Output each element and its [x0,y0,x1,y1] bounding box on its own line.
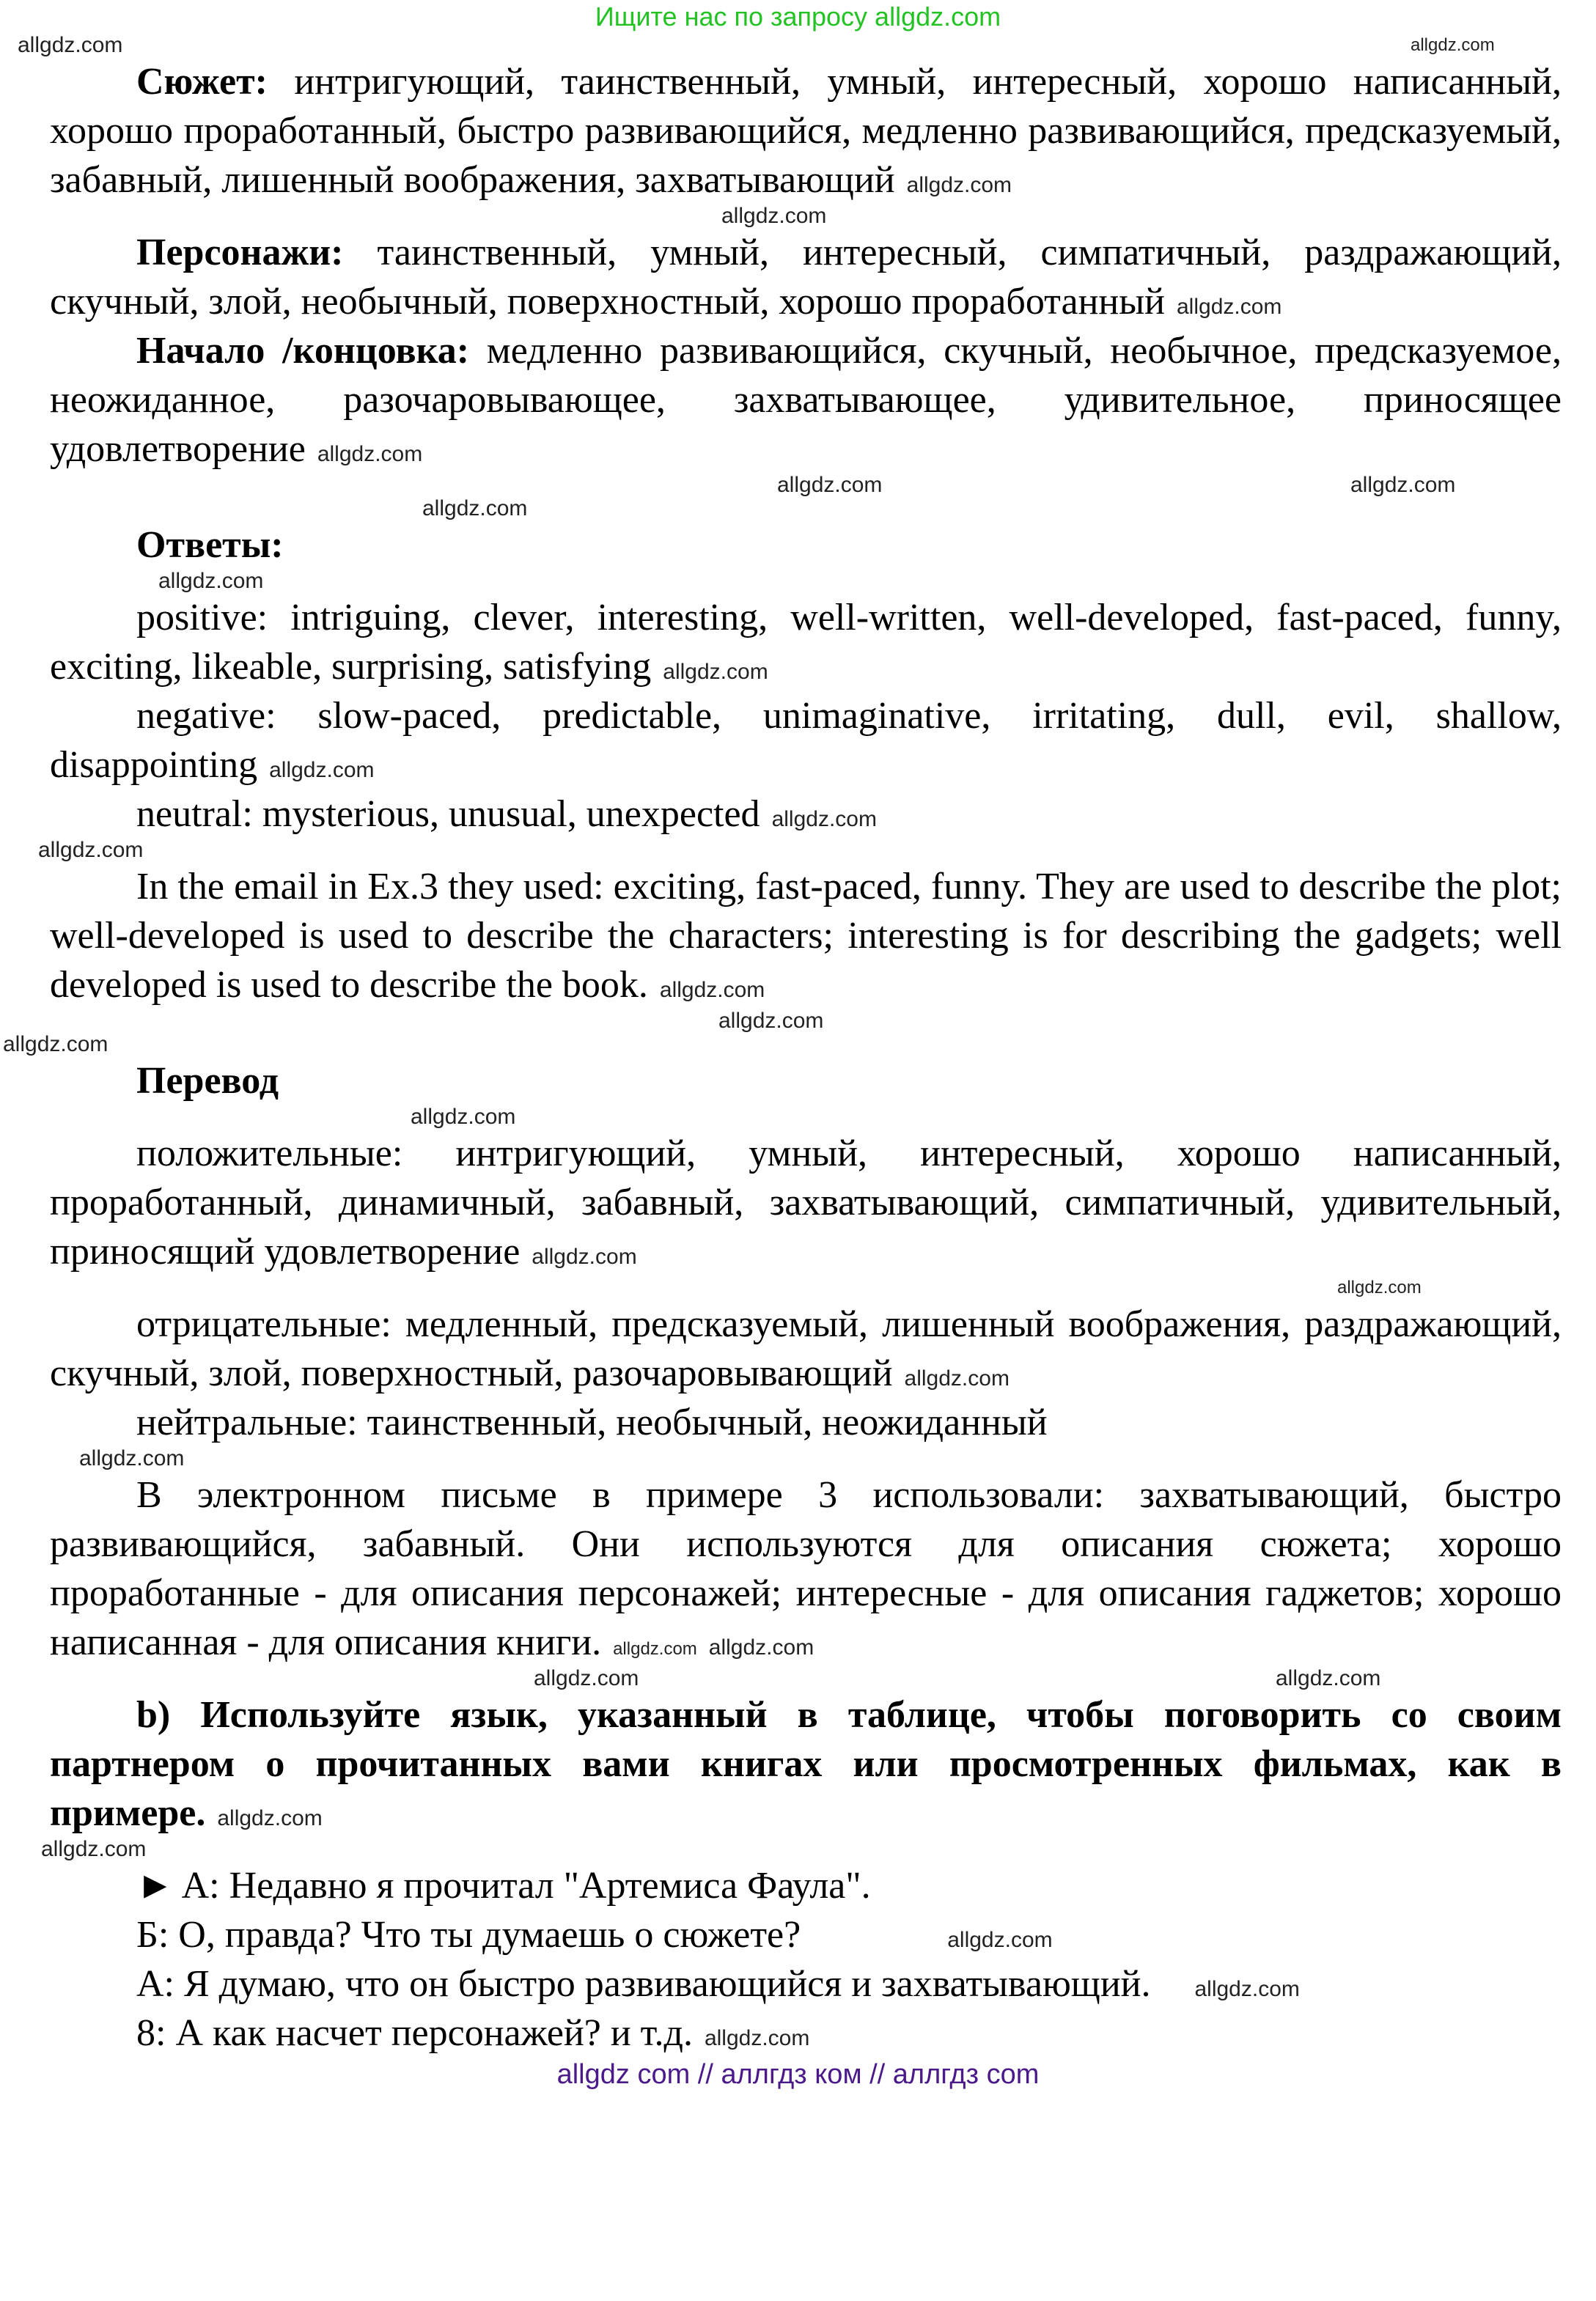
watermark: allgdz.com [904,1366,1010,1391]
watermark-row [50,205,1562,228]
plot-text: интригующий, таинственный, умный, интересный, хорошо написанный, хорошо проработанный, быстро развивающийся, медленно развивающийся, предсказуемый, забавный, лишенный воображения, захватывающий [50,61,1562,201]
dialogue-text: A: Я думаю, что он быстро развивающийся и захватывающий. [136,1963,1151,2005]
watermark: allgdz.com [947,1928,1053,1952]
watermark: allgdz.com [777,473,883,497]
dialogue-line [50,2009,1562,2058]
watermark: allgdz.com [269,758,375,782]
watermark-row [50,1105,1562,1129]
translation-positive-text: положительные: интригующий, умный, интересный, хорошо написанный, проработанный, динамичный, забавный, захватывающий, симпатичный, удивительный, приносящий удовлетворение [50,1133,1562,1273]
dialogue-line [50,1910,1562,1959]
dialogue-line [50,1861,1562,1910]
watermark: allgdz.com [18,33,123,57]
answers-heading: Ответы: [136,524,284,566]
answers-email-text: In the email in Ex.3 they used: exciting, fast-paced, funny. They are used to describe the plot; well-developed is used to describe the characters; interesting is for describing the gadgets; well developed is used to describe the book. [50,866,1562,1006]
watermark: allgdz.com [663,660,768,684]
characters-text: таинственный, умный, интересный, симпатичный, раздражающий, скучный, злой, необычный, поверхностный, хорошо проработанный [50,232,1562,323]
watermark-row [50,1667,1562,1690]
translation-positive [50,1129,1562,1276]
plot-vocab-paragraph [50,57,1562,205]
watermark: allgdz.com [771,807,877,831]
watermark: allgdz.com [704,2026,810,2050]
watermark: allgdz.com [708,1635,814,1660]
watermark: allgdz.com [411,1105,516,1129]
watermark: allgdz.com [532,1245,637,1269]
translation-neutral [50,1398,1562,1447]
watermark: allgdz.com [38,838,144,862]
watermark-row [50,1276,1562,1300]
task-b-text: b) Используйте язык, указанный в таблице, чтобы поговорить со своим партнером о прочитанных вами книгах или просмотренных фильмах, как в примере. [50,1694,1562,1834]
watermark: allgdz.com [659,978,765,1002]
watermark: allgdz.com [906,173,1012,197]
translation-email-text: В электронном письме в примере 3 использовали: захватывающий, быстро развивающийся, забавный. Они используются для описания сюжета; хорошо проработанные - для описания персонажей; интересные - для описания гаджетов; хорошо написанная - для описания книги. [50,1474,1562,1663]
watermark: allgdz.com [217,1806,323,1830]
task-b [50,1690,1562,1838]
characters-vocab-paragraph [50,228,1562,326]
watermark-row [50,497,1562,520]
translation-heading: Перевод [136,1060,279,1102]
watermark: allgdz.com [3,1032,109,1056]
watermark-row [50,474,1562,497]
watermark-row [3,1032,1562,1056]
watermark: allgdz.com [1337,1278,1422,1297]
answers-negative-text: negative: slow-paced, predictable, unimaginative, irritating, dull, evil, shallow, disappointing [50,695,1562,786]
dialogue-text: A: Недавно я прочитал "Артемиса Фаула". [174,1865,871,1907]
watermark-row [41,1837,1562,1861]
watermark: allgdz.com [1177,295,1282,319]
watermark: allgdz.com [534,1666,639,1690]
plot-label: Сюжет: [136,61,268,103]
footer-watermark: allgdz com // аллгдз ком // аллгдз com [556,2059,1040,2090]
watermark-row [50,570,1562,593]
translation-neutral-text: нейтральные: таинственный, необычный, неожиданный [136,1402,1048,1443]
watermark: allgdz.com [1276,1666,1381,1690]
watermark-row [38,838,1562,862]
dialogue-line [50,1959,1562,2009]
watermark: allgdz.com [317,442,423,466]
watermark: allgdz.com [41,1837,147,1861]
watermark-row [50,1447,1562,1470]
site-banner: Ищите нас по запросу allgdz.com [595,1,1001,32]
translation-negative [50,1300,1562,1398]
arrow-icon: ► [136,1865,174,1907]
watermark-row [50,1009,1562,1033]
watermark: allgdz.com [79,1446,185,1470]
answers-positive-text: positive: intriguing, clever, interesting, well-written, well-developed, fast-paced, funny, exciting, likeable, surprising, satisfying [50,597,1562,688]
watermark: allgdz.com [1411,35,1495,55]
characters-label: Персонажи: [136,232,344,273]
answers-negative [50,691,1562,789]
translation-email [50,1470,1562,1667]
ending-label: Начало /концовка: [136,330,470,372]
watermark-row [18,33,1562,57]
translation-negative-text: отрицательные: медленный, предсказуемый, лишенный воображения, раздражающий, скучный, злой, поверхностный, разочаровывающий [50,1303,1562,1394]
dialogue-text: Б: О, правда? Что ты думаешь о сюжете? [136,1914,801,1956]
watermark: allgdz.com [158,569,264,593]
answers-neutral-text: neutral: mysterious, unusual, unexpected [136,793,760,835]
watermark: allgdz.com [721,204,827,228]
ending-vocab-paragraph [50,326,1562,474]
watermark: allgdz.com [1194,1977,1300,2001]
watermark: allgdz.com [613,1639,697,1659]
answers-neutral [50,789,1562,839]
answers-positive [50,593,1562,691]
watermark: allgdz.com [422,496,528,520]
answers-email [50,862,1562,1009]
ending-text: медленно развивающийся, скучный, необычное, предсказуемое, неожиданное, разочаровывающее, захватывающее, удивительное, приносящее удовлетворение [50,330,1562,470]
watermark: allgdz.com [1350,473,1456,497]
watermark: allgdz.com [718,1009,824,1033]
dialogue-text: 8: А как насчет персонажей? и т.д. [136,2012,693,2054]
